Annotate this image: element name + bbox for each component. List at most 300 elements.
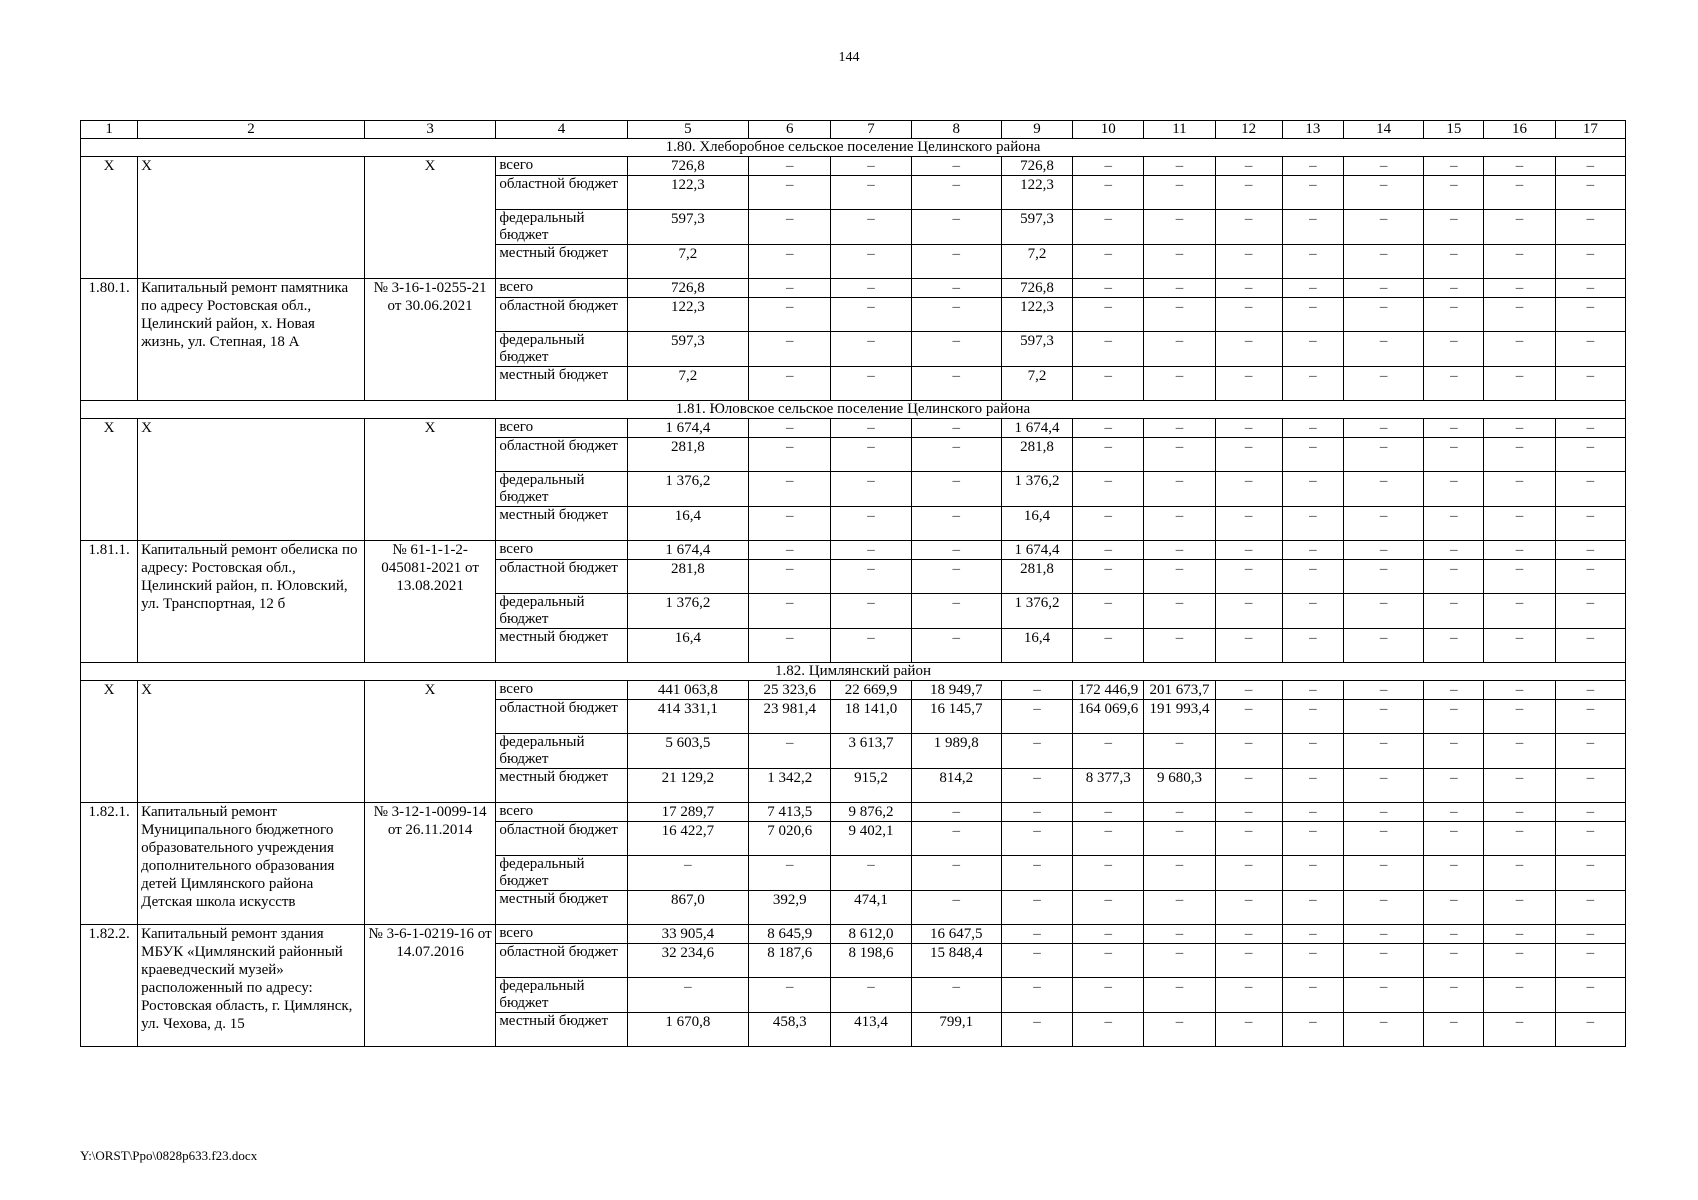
object-name: Капитальный ремонт здания МБУК «Цимлянский районный краеведческий музей» расположенный по адресу: Ростовская область, г. Цимлянск, ул. Чехова, д. 15 bbox=[138, 925, 365, 1047]
amount-cell: – bbox=[1343, 944, 1423, 978]
amount-cell: 15 848,4 bbox=[911, 944, 1001, 978]
amount-cell: 16,4 bbox=[627, 629, 748, 663]
amount-cell: – bbox=[1144, 560, 1215, 594]
amount-cell: – bbox=[911, 157, 1001, 176]
amount-cell: – bbox=[1001, 944, 1072, 978]
amount-cell: – bbox=[1144, 279, 1215, 298]
amount-cell: 122,3 bbox=[1001, 176, 1072, 210]
amount-cell: – bbox=[1073, 891, 1144, 925]
amount-cell: – bbox=[1555, 1013, 1625, 1047]
amount-cell: – bbox=[1343, 507, 1423, 541]
amount-cell: – bbox=[1484, 245, 1555, 279]
amount-cell: – bbox=[1073, 925, 1144, 944]
amount-cell: – bbox=[1215, 629, 1282, 663]
amount-cell: – bbox=[1144, 944, 1215, 978]
amount-cell: – bbox=[1555, 734, 1625, 769]
amount-cell: – bbox=[1282, 541, 1343, 560]
amount-cell: – bbox=[1215, 769, 1282, 803]
funding-source: всего bbox=[496, 681, 627, 700]
amount-cell: – bbox=[1215, 734, 1282, 769]
amount-cell: 1 376,2 bbox=[627, 594, 748, 629]
amount-cell: – bbox=[749, 978, 831, 1013]
amount-cell: – bbox=[1001, 803, 1072, 822]
amount-cell: – bbox=[911, 245, 1001, 279]
amount-cell: 413,4 bbox=[831, 1013, 911, 1047]
amount-cell: – bbox=[1073, 419, 1144, 438]
funding-source: федеральный бюджет bbox=[496, 472, 627, 507]
amount-cell: 17 289,7 bbox=[627, 803, 748, 822]
amount-cell: – bbox=[1484, 332, 1555, 367]
amount-cell: – bbox=[1073, 157, 1144, 176]
amount-cell: – bbox=[1215, 472, 1282, 507]
amount-cell: – bbox=[1144, 210, 1215, 245]
amount-cell: – bbox=[1073, 279, 1144, 298]
amount-cell: 16 647,5 bbox=[911, 925, 1001, 944]
column-number-cell: 2 bbox=[138, 121, 365, 139]
amount-cell: 281,8 bbox=[627, 438, 748, 472]
amount-cell: – bbox=[1215, 700, 1282, 734]
amount-cell: 8 645,9 bbox=[749, 925, 831, 944]
object-name: Капитальный ремонт Муниципального бюджетного образовательного учреждения дополнительного образования детей Цимлянского района Детская школа искусств bbox=[138, 803, 365, 925]
amount-cell: 3 613,7 bbox=[831, 734, 911, 769]
amount-cell: – bbox=[1001, 769, 1072, 803]
amount-cell: – bbox=[1555, 210, 1625, 245]
amount-cell: – bbox=[1343, 1013, 1423, 1047]
amount-cell: – bbox=[749, 157, 831, 176]
amount-cell: – bbox=[1424, 472, 1484, 507]
amount-cell: – bbox=[749, 629, 831, 663]
amount-cell: 9 402,1 bbox=[831, 822, 911, 856]
amount-cell: – bbox=[1215, 332, 1282, 367]
amount-cell: 8 187,6 bbox=[749, 944, 831, 978]
amount-cell: – bbox=[1215, 803, 1282, 822]
amount-cell: – bbox=[749, 507, 831, 541]
amount-cell: – bbox=[1484, 279, 1555, 298]
amount-cell: – bbox=[1282, 367, 1343, 401]
amount-cell: – bbox=[1424, 279, 1484, 298]
amount-cell: – bbox=[1144, 856, 1215, 891]
funding-source: областной бюджет bbox=[496, 438, 627, 472]
amount-cell: – bbox=[1484, 157, 1555, 176]
amount-cell: – bbox=[1555, 594, 1625, 629]
amount-cell: – bbox=[1424, 856, 1484, 891]
amount-cell: – bbox=[1424, 298, 1484, 332]
table-row bbox=[81, 279, 1626, 298]
amount-cell: – bbox=[1555, 978, 1625, 1013]
amount-cell: – bbox=[831, 176, 911, 210]
funding-source: местный бюджет bbox=[496, 245, 627, 279]
amount-cell: – bbox=[831, 472, 911, 507]
column-number-cell: 5 bbox=[627, 121, 748, 139]
amount-cell: – bbox=[1484, 856, 1555, 891]
amount-cell: – bbox=[831, 279, 911, 298]
amount-cell: 7,2 bbox=[1001, 367, 1072, 401]
amount-cell: – bbox=[1282, 803, 1343, 822]
amount-cell: – bbox=[911, 803, 1001, 822]
amount-cell: – bbox=[1555, 298, 1625, 332]
document-number: Х bbox=[364, 157, 495, 279]
amount-cell: – bbox=[627, 978, 748, 1013]
amount-cell: 867,0 bbox=[627, 891, 748, 925]
amount-cell: – bbox=[1144, 472, 1215, 507]
amount-cell: – bbox=[1555, 925, 1625, 944]
amount-cell: – bbox=[1424, 176, 1484, 210]
amount-cell: – bbox=[1282, 176, 1343, 210]
amount-cell: 281,8 bbox=[1001, 438, 1072, 472]
table-row bbox=[81, 803, 1626, 822]
funding-source: всего bbox=[496, 157, 627, 176]
amount-cell: 23 981,4 bbox=[749, 700, 831, 734]
amount-cell: – bbox=[1555, 507, 1625, 541]
item-number: 1.82.1. bbox=[81, 803, 138, 925]
amount-cell: – bbox=[1215, 507, 1282, 541]
amount-cell: – bbox=[1484, 367, 1555, 401]
amount-cell: – bbox=[831, 978, 911, 1013]
amount-cell: – bbox=[1343, 594, 1423, 629]
amount-cell: – bbox=[1484, 438, 1555, 472]
amount-cell: 1 674,4 bbox=[1001, 541, 1072, 560]
amount-cell: – bbox=[1144, 507, 1215, 541]
amount-cell: – bbox=[1343, 176, 1423, 210]
amount-cell: – bbox=[1424, 891, 1484, 925]
amount-cell: – bbox=[1484, 176, 1555, 210]
amount-cell: – bbox=[1555, 769, 1625, 803]
amount-cell: – bbox=[1555, 681, 1625, 700]
document-number: № 61-1-1-2-045081-2021 от 13.08.2021 bbox=[364, 541, 495, 663]
amount-cell: – bbox=[1144, 176, 1215, 210]
amount-cell: – bbox=[911, 438, 1001, 472]
amount-cell: – bbox=[749, 210, 831, 245]
amount-cell: – bbox=[749, 298, 831, 332]
column-number-cell: 11 bbox=[1144, 121, 1215, 139]
amount-cell: 122,3 bbox=[1001, 298, 1072, 332]
funding-source: областной бюджет bbox=[496, 822, 627, 856]
funding-source: местный бюджет bbox=[496, 1013, 627, 1047]
column-number-cell: 9 bbox=[1001, 121, 1072, 139]
amount-cell: – bbox=[1555, 419, 1625, 438]
amount-cell: – bbox=[1424, 769, 1484, 803]
amount-cell: – bbox=[1073, 734, 1144, 769]
amount-cell: 164 069,6 bbox=[1073, 700, 1144, 734]
amount-cell: 597,3 bbox=[1001, 210, 1072, 245]
amount-cell: – bbox=[911, 367, 1001, 401]
amount-cell: – bbox=[1073, 367, 1144, 401]
amount-cell: – bbox=[1343, 822, 1423, 856]
amount-cell: – bbox=[1144, 1013, 1215, 1047]
amount-cell: – bbox=[1424, 944, 1484, 978]
column-number-cell: 6 bbox=[749, 121, 831, 139]
amount-cell: – bbox=[1001, 891, 1072, 925]
amount-cell: 7,2 bbox=[627, 367, 748, 401]
funding-source: всего bbox=[496, 541, 627, 560]
amount-cell: – bbox=[749, 856, 831, 891]
amount-cell: – bbox=[1001, 681, 1072, 700]
amount-cell: – bbox=[1484, 925, 1555, 944]
amount-cell: – bbox=[1424, 734, 1484, 769]
amount-cell: – bbox=[1144, 332, 1215, 367]
amount-cell: – bbox=[1484, 891, 1555, 925]
amount-cell: 597,3 bbox=[627, 210, 748, 245]
column-number-cell: 7 bbox=[831, 121, 911, 139]
amount-cell: 726,8 bbox=[627, 279, 748, 298]
budget-table bbox=[80, 120, 1626, 1047]
amount-cell: – bbox=[1215, 560, 1282, 594]
amount-cell: – bbox=[911, 332, 1001, 367]
amount-cell: – bbox=[1424, 438, 1484, 472]
amount-cell: – bbox=[1282, 210, 1343, 245]
amount-cell: 8 198,6 bbox=[831, 944, 911, 978]
funding-source: местный бюджет bbox=[496, 367, 627, 401]
amount-cell: 16 422,7 bbox=[627, 822, 748, 856]
amount-cell: 1 674,4 bbox=[627, 541, 748, 560]
amount-cell: – bbox=[749, 279, 831, 298]
amount-cell: – bbox=[1073, 944, 1144, 978]
document-number: № 3-12-1-0099-14 от 26.11.2014 bbox=[364, 803, 495, 925]
amount-cell: 33 905,4 bbox=[627, 925, 748, 944]
funding-source: областной бюджет bbox=[496, 176, 627, 210]
amount-cell: – bbox=[1282, 629, 1343, 663]
amount-cell: – bbox=[831, 856, 911, 891]
amount-cell: – bbox=[749, 594, 831, 629]
amount-cell: – bbox=[1215, 594, 1282, 629]
column-number-cell: 10 bbox=[1073, 121, 1144, 139]
amount-cell: – bbox=[1215, 856, 1282, 891]
amount-cell: – bbox=[1073, 438, 1144, 472]
amount-cell: – bbox=[1555, 367, 1625, 401]
amount-cell: 18 949,7 bbox=[911, 681, 1001, 700]
column-number-cell: 4 bbox=[496, 121, 627, 139]
amount-cell: – bbox=[1555, 891, 1625, 925]
amount-cell: – bbox=[911, 176, 1001, 210]
amount-cell: 1 674,4 bbox=[627, 419, 748, 438]
amount-cell: – bbox=[1484, 629, 1555, 663]
funding-source: областной бюджет bbox=[496, 700, 627, 734]
amount-cell: – bbox=[911, 210, 1001, 245]
amount-cell: 18 141,0 bbox=[831, 700, 911, 734]
amount-cell: – bbox=[1343, 541, 1423, 560]
object-name: Х bbox=[138, 681, 365, 803]
amount-cell: – bbox=[1555, 472, 1625, 507]
amount-cell: – bbox=[911, 298, 1001, 332]
amount-cell: – bbox=[1343, 891, 1423, 925]
section-title: 1.82. Цимлянский район bbox=[81, 663, 1626, 681]
amount-cell: – bbox=[911, 856, 1001, 891]
amount-cell: – bbox=[1424, 332, 1484, 367]
amount-cell: – bbox=[1343, 245, 1423, 279]
amount-cell: – bbox=[1215, 944, 1282, 978]
amount-cell: – bbox=[1555, 822, 1625, 856]
amount-cell: – bbox=[1555, 944, 1625, 978]
amount-cell: – bbox=[1343, 681, 1423, 700]
amount-cell: – bbox=[1555, 700, 1625, 734]
amount-cell: – bbox=[1215, 210, 1282, 245]
amount-cell: 597,3 bbox=[1001, 332, 1072, 367]
amount-cell: – bbox=[1424, 245, 1484, 279]
amount-cell: 122,3 bbox=[627, 176, 748, 210]
amount-cell: – bbox=[1282, 560, 1343, 594]
amount-cell: – bbox=[1343, 560, 1423, 594]
amount-cell: – bbox=[1282, 1013, 1343, 1047]
amount-cell: 597,3 bbox=[627, 332, 748, 367]
amount-cell: 7,2 bbox=[627, 245, 748, 279]
amount-cell: 25 323,6 bbox=[749, 681, 831, 700]
column-number-cell: 8 bbox=[911, 121, 1001, 139]
funding-source: федеральный бюджет bbox=[496, 210, 627, 245]
amount-cell: – bbox=[1424, 681, 1484, 700]
amount-cell: 16,4 bbox=[627, 507, 748, 541]
amount-cell: – bbox=[831, 594, 911, 629]
amount-cell: 915,2 bbox=[831, 769, 911, 803]
amount-cell: – bbox=[1073, 210, 1144, 245]
amount-cell: – bbox=[749, 472, 831, 507]
amount-cell: – bbox=[1144, 891, 1215, 925]
amount-cell: – bbox=[1001, 700, 1072, 734]
amount-cell: 8 612,0 bbox=[831, 925, 911, 944]
section-title-row bbox=[81, 663, 1626, 681]
amount-cell: – bbox=[1343, 332, 1423, 367]
amount-cell: – bbox=[1484, 681, 1555, 700]
amount-cell: – bbox=[1144, 925, 1215, 944]
amount-cell: – bbox=[831, 245, 911, 279]
amount-cell: – bbox=[911, 978, 1001, 1013]
amount-cell: – bbox=[1282, 245, 1343, 279]
amount-cell: – bbox=[1282, 700, 1343, 734]
amount-cell: – bbox=[1484, 803, 1555, 822]
amount-cell: – bbox=[1073, 176, 1144, 210]
amount-cell: – bbox=[1073, 245, 1144, 279]
amount-cell: – bbox=[1215, 1013, 1282, 1047]
funding-source: местный бюджет bbox=[496, 769, 627, 803]
amount-cell: – bbox=[1484, 419, 1555, 438]
amount-cell: 1 670,8 bbox=[627, 1013, 748, 1047]
amount-cell: – bbox=[1484, 978, 1555, 1013]
amount-cell: – bbox=[1282, 279, 1343, 298]
amount-cell: – bbox=[1555, 438, 1625, 472]
amount-cell: – bbox=[1484, 541, 1555, 560]
document-number: Х bbox=[364, 681, 495, 803]
amount-cell: – bbox=[1144, 594, 1215, 629]
funding-source: всего bbox=[496, 419, 627, 438]
amount-cell: – bbox=[831, 210, 911, 245]
amount-cell: – bbox=[1282, 891, 1343, 925]
amount-cell: – bbox=[1555, 332, 1625, 367]
amount-cell: 1 674,4 bbox=[1001, 419, 1072, 438]
amount-cell: – bbox=[1215, 245, 1282, 279]
amount-cell: – bbox=[1073, 978, 1144, 1013]
amount-cell: – bbox=[831, 419, 911, 438]
amount-cell: – bbox=[1424, 210, 1484, 245]
amount-cell: – bbox=[1001, 1013, 1072, 1047]
amount-cell: 799,1 bbox=[911, 1013, 1001, 1047]
table-row bbox=[81, 925, 1626, 944]
amount-cell: – bbox=[1282, 298, 1343, 332]
funding-source: всего bbox=[496, 803, 627, 822]
footer-file-path: Y:\ORST\Ppo\0828p633.f23.docx bbox=[80, 1148, 258, 1163]
amount-cell: – bbox=[831, 367, 911, 401]
amount-cell: – bbox=[831, 438, 911, 472]
amount-cell: 814,2 bbox=[911, 769, 1001, 803]
amount-cell: – bbox=[1555, 279, 1625, 298]
amount-cell: – bbox=[1555, 245, 1625, 279]
amount-cell: – bbox=[749, 332, 831, 367]
amount-cell: – bbox=[1484, 822, 1555, 856]
object-name: Х bbox=[138, 419, 365, 541]
amount-cell: – bbox=[1073, 541, 1144, 560]
amount-cell: – bbox=[749, 176, 831, 210]
document-number: Х bbox=[364, 419, 495, 541]
amount-cell: 726,8 bbox=[627, 157, 748, 176]
amount-cell: – bbox=[1144, 803, 1215, 822]
amount-cell: – bbox=[749, 438, 831, 472]
amount-cell: 441 063,8 bbox=[627, 681, 748, 700]
amount-cell: – bbox=[1282, 978, 1343, 1013]
amount-cell: – bbox=[1484, 769, 1555, 803]
amount-cell: – bbox=[1424, 541, 1484, 560]
column-number-row bbox=[81, 121, 1626, 139]
amount-cell: – bbox=[1001, 856, 1072, 891]
amount-cell: – bbox=[1555, 541, 1625, 560]
amount-cell: 191 993,4 bbox=[1144, 700, 1215, 734]
amount-cell: – bbox=[911, 507, 1001, 541]
amount-cell: 7,2 bbox=[1001, 245, 1072, 279]
amount-cell: – bbox=[1144, 629, 1215, 663]
amount-cell: – bbox=[1282, 438, 1343, 472]
amount-cell: – bbox=[1424, 1013, 1484, 1047]
section-title: 1.81. Юловское сельское поселение Целинского района bbox=[81, 401, 1626, 419]
amount-cell: – bbox=[911, 594, 1001, 629]
funding-source: областной бюджет bbox=[496, 298, 627, 332]
amount-cell: – bbox=[1484, 472, 1555, 507]
amount-cell: – bbox=[1484, 210, 1555, 245]
funding-source: федеральный бюджет bbox=[496, 332, 627, 367]
amount-cell: – bbox=[1282, 925, 1343, 944]
table-row bbox=[81, 157, 1626, 176]
amount-cell: – bbox=[1073, 856, 1144, 891]
amount-cell: – bbox=[749, 560, 831, 594]
amount-cell: 458,3 bbox=[749, 1013, 831, 1047]
amount-cell: 414 331,1 bbox=[627, 700, 748, 734]
amount-cell: – bbox=[749, 419, 831, 438]
column-number-cell: 12 bbox=[1215, 121, 1282, 139]
amount-cell: 1 376,2 bbox=[1001, 472, 1072, 507]
amount-cell: – bbox=[1144, 541, 1215, 560]
amount-cell: – bbox=[1073, 298, 1144, 332]
amount-cell: – bbox=[749, 367, 831, 401]
amount-cell: – bbox=[1424, 925, 1484, 944]
item-number: 1.80.1. bbox=[81, 279, 138, 401]
amount-cell: – bbox=[1144, 298, 1215, 332]
column-number-cell: 13 bbox=[1282, 121, 1343, 139]
amount-cell: – bbox=[1144, 419, 1215, 438]
amount-cell: 1 376,2 bbox=[1001, 594, 1072, 629]
amount-cell: – bbox=[749, 245, 831, 279]
amount-cell: – bbox=[1343, 472, 1423, 507]
amount-cell: 392,9 bbox=[749, 891, 831, 925]
amount-cell: – bbox=[1343, 210, 1423, 245]
amount-cell: 32 234,6 bbox=[627, 944, 748, 978]
amount-cell: – bbox=[1424, 157, 1484, 176]
amount-cell: – bbox=[1424, 822, 1484, 856]
amount-cell: – bbox=[1424, 803, 1484, 822]
column-number-cell: 3 bbox=[364, 121, 495, 139]
amount-cell: – bbox=[1073, 560, 1144, 594]
amount-cell: 1 989,8 bbox=[911, 734, 1001, 769]
funding-source: местный бюджет bbox=[496, 507, 627, 541]
section-title-row bbox=[81, 139, 1626, 157]
funding-source: федеральный бюджет bbox=[496, 594, 627, 629]
amount-cell: – bbox=[1555, 176, 1625, 210]
funding-source: федеральный бюджет bbox=[496, 978, 627, 1013]
